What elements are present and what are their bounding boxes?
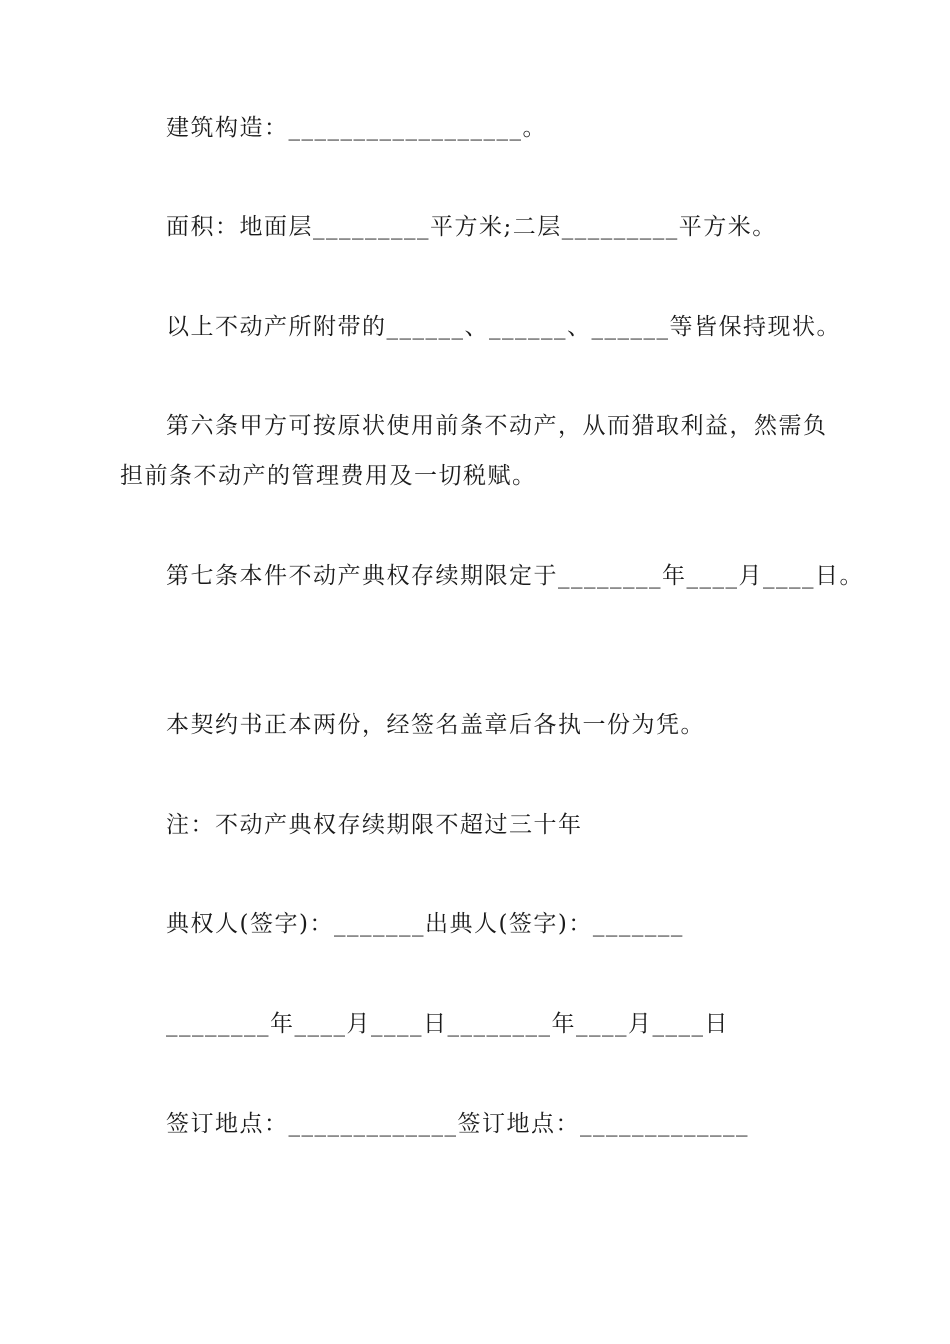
note-line: 注：不动产典权存续期限不超过三十年: [166, 812, 583, 838]
signatures-line: 典权人(签字)：_______出典人(签字)：_______: [166, 911, 684, 937]
article-seven-line: 第七条本件不动产典权存续期限定于________年____月____日。: [166, 563, 864, 589]
area-line: 面积：地面层_________平方米;二层_________平方米。: [166, 214, 777, 240]
article-six-line-1: 第六条甲方可按原状使用前条不动产，从而猎取利益，然需负: [166, 413, 828, 439]
signing-place-line: 签订地点：_____________签订地点：_____________: [166, 1111, 749, 1137]
building-structure-line: 建筑构造：__________________。: [166, 115, 547, 141]
dates-line: ________年____月____日________年____月____日: [166, 1011, 729, 1037]
copies-statement-line: 本契约书正本两份，经签名盖章后各执一份为凭。: [166, 712, 705, 738]
attachments-line: 以上不动产所附带的______、______、______等皆保持现状。: [166, 314, 841, 340]
article-six-line-2: 担前条不动产的管理费用及一切税赋。: [120, 463, 537, 489]
